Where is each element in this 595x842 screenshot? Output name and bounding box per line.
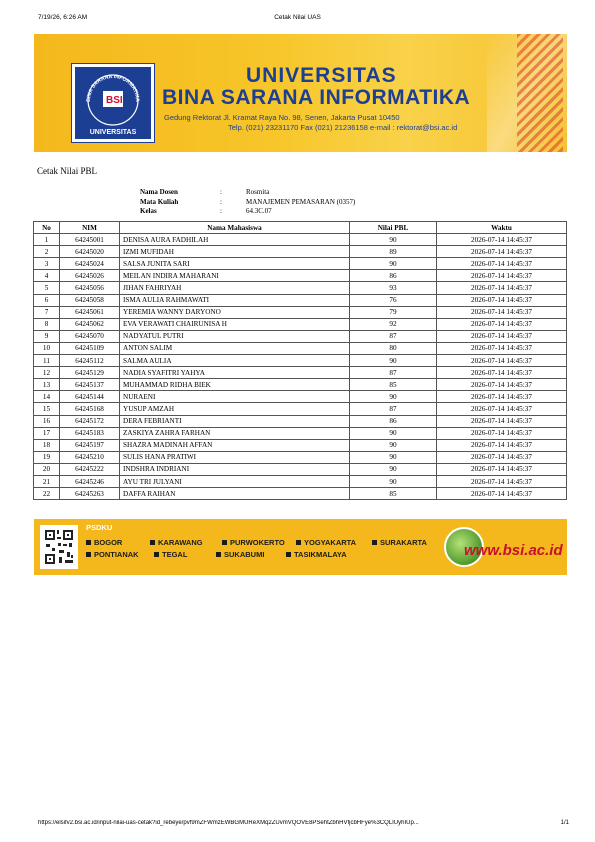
location-label: PONTIANAK — [94, 550, 139, 559]
cell-nilai: 85 — [350, 379, 437, 391]
psdku-label: PSDKU — [86, 523, 113, 532]
cell-no: 18 — [34, 439, 60, 451]
cell-no: 3 — [34, 258, 60, 270]
cell-nama: EVA VERAWATI CHAIRUNISA H — [120, 318, 350, 330]
table-row — [34, 355, 567, 367]
cell-nim: 64245024 — [60, 258, 120, 270]
cell-nilai: 87 — [350, 330, 437, 342]
cell-nilai: 87 — [350, 403, 437, 415]
bullet-icon — [150, 540, 155, 545]
cell-no: 12 — [34, 367, 60, 379]
cell-nim: 64245001 — [60, 234, 120, 246]
cell-waktu: 2026-07-14 14:45:37 — [437, 282, 567, 294]
cell-waktu: 2026-07-14 14:45:37 — [437, 318, 567, 330]
location-label: SURAKARTA — [380, 538, 427, 547]
meta-key: Kelas — [140, 207, 157, 215]
logo-top-text: BINA SARANA INFORMATIKA — [85, 73, 141, 102]
cell-nim: 64245197 — [60, 439, 120, 451]
cell-waktu: 2026-07-14 14:45:37 — [437, 342, 567, 354]
cell-nilai: 90 — [350, 451, 437, 463]
col-header-nim: NIM — [60, 222, 120, 234]
table-row — [34, 439, 567, 451]
meta-value: MANAJEMEN PEMASARAN (0357) — [246, 197, 356, 206]
cell-waktu: 2026-07-14 14:45:37 — [437, 246, 567, 258]
cell-waktu: 2026-07-14 14:45:37 — [437, 488, 567, 500]
location-item — [86, 550, 139, 559]
cell-nim: 64245222 — [60, 463, 120, 475]
qr-code-icon — [40, 525, 78, 569]
cell-waktu: 2026-07-14 14:45:37 — [437, 355, 567, 367]
cell-nim: 64245137 — [60, 379, 120, 391]
col-header-no: No — [34, 222, 60, 234]
table-row — [34, 282, 567, 294]
meta-key: Mata Kuliah — [140, 197, 179, 206]
psdku-banner — [34, 519, 567, 575]
cell-nama: AYU TRI JULYANI — [120, 475, 350, 487]
location-item — [372, 538, 427, 547]
table-row — [34, 415, 567, 427]
cell-waktu: 2026-07-14 14:45:37 — [437, 463, 567, 475]
cell-nim: 64245172 — [60, 415, 120, 427]
print-footer — [0, 820, 595, 832]
cell-nama: DENISA AURA FADHILAH — [120, 234, 350, 246]
cell-nilai: 76 — [350, 294, 437, 306]
cell-waktu: 2026-07-14 14:45:37 — [437, 427, 567, 439]
cell-nama: SALMA AULIA — [120, 355, 350, 367]
cell-no: 9 — [34, 330, 60, 342]
location-item — [216, 550, 264, 559]
cell-nilai: 90 — [350, 258, 437, 270]
table-row — [34, 463, 567, 475]
cell-nilai: 86 — [350, 415, 437, 427]
table-row — [34, 330, 567, 342]
cell-nilai: 90 — [350, 427, 437, 439]
cell-nilai: 93 — [350, 282, 437, 294]
cell-no: 7 — [34, 306, 60, 318]
cell-waktu: 2026-07-14 14:45:37 — [437, 379, 567, 391]
cell-waktu: 2026-07-14 14:45:37 — [437, 367, 567, 379]
logo-emblem-icon — [84, 71, 142, 127]
table-row — [34, 270, 567, 282]
print-title: Cetak Nilai UAS — [274, 14, 321, 21]
page-title: Cetak Nilai PBL — [37, 166, 97, 176]
cell-nilai: 90 — [350, 439, 437, 451]
cell-nama: NURAENI — [120, 391, 350, 403]
meta-sep: : — [220, 207, 222, 215]
cell-nama: ISMA AULIA RAHMAWATI — [120, 294, 350, 306]
cell-nilai: 86 — [350, 270, 437, 282]
table-row — [34, 475, 567, 487]
cell-nilai: 90 — [350, 391, 437, 403]
location-label: TASIKMALAYA — [294, 550, 347, 559]
cell-no: 17 — [34, 427, 60, 439]
cell-nim: 64245144 — [60, 391, 120, 403]
cell-nilai: 80 — [350, 342, 437, 354]
university-banner — [34, 34, 567, 152]
cell-no: 16 — [34, 415, 60, 427]
cell-nim: 64245210 — [60, 451, 120, 463]
print-header — [0, 14, 595, 26]
cell-nama: YEREMIA WANNY DARYONO — [120, 306, 350, 318]
location-label: PURWOKERTO — [230, 538, 285, 547]
meta-sep: : — [220, 197, 222, 206]
col-header-waktu: Waktu — [437, 222, 567, 234]
location-item — [150, 538, 203, 547]
cell-waktu: 2026-07-14 14:45:37 — [437, 475, 567, 487]
bullet-icon — [86, 540, 91, 545]
location-item — [296, 538, 356, 547]
table-row — [34, 427, 567, 439]
cell-nim: 64245109 — [60, 342, 120, 354]
cell-nama: SALSA JUNITA SARI — [120, 258, 350, 270]
university-contact: Telp. (021) 23231170 Fax (021) 21236158 e-mail : rektorat@bsi.ac.id — [228, 123, 458, 132]
svg-text:BSI: BSI — [106, 95, 123, 106]
cell-nama: NADYATUL PUTRI — [120, 330, 350, 342]
cell-waktu: 2026-07-14 14:45:37 — [437, 439, 567, 451]
cell-no: 4 — [34, 270, 60, 282]
col-header-nama: Nama Mahasiswa — [120, 222, 350, 234]
cell-nim: 64245112 — [60, 355, 120, 367]
table-body — [34, 234, 567, 500]
cell-nim: 64245263 — [60, 488, 120, 500]
cell-no: 22 — [34, 488, 60, 500]
cell-nama: ZASKIYA ZAHRA FARHAN — [120, 427, 350, 439]
print-url[interactable]: https://elsifv2.bsi.ac.id/input-nilai-uas-cetak?id_rebeye/pvf9mZFWmzEWBGMUReXMq2ZUvmVQOVE8PSehtZbhHVfjcbHFye%3CQLIUyhIUp... — [38, 820, 419, 826]
table-row — [34, 234, 567, 246]
cell-nama: INDSHRA INDRIANI — [120, 463, 350, 475]
location-item — [154, 550, 187, 559]
cell-no: 10 — [34, 342, 60, 354]
location-label: YOGYAKARTA — [304, 538, 357, 547]
cell-nama: MUHAMMAD RIDHA BIEK — [120, 379, 350, 391]
cell-no: 11 — [34, 355, 60, 367]
cell-nim: 64245183 — [60, 427, 120, 439]
grades-table — [33, 221, 567, 500]
cell-nama: ANTON SALIM — [120, 342, 350, 354]
cell-waktu: 2026-07-14 14:45:37 — [437, 330, 567, 342]
meta-value: 64.3C.07 — [246, 207, 272, 215]
bullet-icon — [296, 540, 301, 545]
cell-waktu: 2026-07-14 14:45:37 — [437, 403, 567, 415]
bullet-icon — [222, 540, 227, 545]
print-page-number: 1/1 — [560, 820, 569, 826]
cell-nilai: 90 — [350, 355, 437, 367]
university-address: Gedung Rektorat Jl. Kramat Raya No. 98, Senen, Jakarta Pusat 10450 — [164, 113, 400, 122]
cell-waktu: 2026-07-14 14:45:37 — [437, 451, 567, 463]
cell-nim: 64245061 — [60, 306, 120, 318]
cell-nim: 64245246 — [60, 475, 120, 487]
cell-nim: 64245070 — [60, 330, 120, 342]
table-row — [34, 306, 567, 318]
cell-nama: JIHAN FAHRIYAH — [120, 282, 350, 294]
bullet-icon — [372, 540, 377, 545]
bullet-icon — [154, 552, 159, 557]
col-header-nilai: Nilai PBL — [350, 222, 437, 234]
cell-waktu: 2026-07-14 14:45:37 — [437, 294, 567, 306]
cell-no: 15 — [34, 403, 60, 415]
meta-sep: : — [220, 188, 222, 196]
cell-nim: 64245058 — [60, 294, 120, 306]
logo-caption: UNIVERSITAS — [89, 129, 137, 136]
cell-nim: 64245129 — [60, 367, 120, 379]
cell-nim: 64245026 — [60, 270, 120, 282]
location-label: TEGAL — [162, 550, 188, 559]
bullet-icon — [286, 552, 291, 557]
table-row — [34, 391, 567, 403]
table-row — [34, 403, 567, 415]
table-row — [34, 258, 567, 270]
cell-waktu: 2026-07-14 14:45:37 — [437, 391, 567, 403]
cell-nilai: 90 — [350, 463, 437, 475]
cell-no: 21 — [34, 475, 60, 487]
cell-nim: 64245062 — [60, 318, 120, 330]
university-name-line2: BINA SARANA INFORMATIKA — [162, 86, 471, 109]
banner-stripes — [517, 34, 563, 152]
cell-nilai: 92 — [350, 318, 437, 330]
university-name-line1: UNIVERSITAS — [246, 64, 397, 87]
cell-nama: NADIA SYAFITRI YAHYA — [120, 367, 350, 379]
location-item — [222, 538, 285, 547]
table-header-row — [34, 222, 567, 234]
cell-waktu: 2026-07-14 14:45:37 — [437, 415, 567, 427]
cell-waktu: 2026-07-14 14:45:37 — [437, 270, 567, 282]
cell-no: 14 — [34, 391, 60, 403]
cell-nama: DAFFA RAIHAN — [120, 488, 350, 500]
table-row — [34, 342, 567, 354]
cell-nama: SULIS HANA PRATIWI — [120, 451, 350, 463]
cell-nilai: 90 — [350, 475, 437, 487]
cell-no: 13 — [34, 379, 60, 391]
location-label: BOGOR — [94, 538, 123, 547]
cell-nama: YUSUP AMZAH — [120, 403, 350, 415]
cell-nama: MEILAN INDIRA MAHARANI — [120, 270, 350, 282]
cell-nilai: 87 — [350, 367, 437, 379]
cell-nama: DERA FEBRIANTI — [120, 415, 350, 427]
cell-no: 1 — [34, 234, 60, 246]
table-row — [34, 294, 567, 306]
website-link[interactable]: www.bsi.ac.id — [464, 542, 563, 559]
cell-nim: 64245056 — [60, 282, 120, 294]
cell-waktu: 2026-07-14 14:45:37 — [437, 234, 567, 246]
cell-no: 2 — [34, 246, 60, 258]
table-row — [34, 451, 567, 463]
table-row — [34, 379, 567, 391]
cell-no: 5 — [34, 282, 60, 294]
cell-no: 19 — [34, 451, 60, 463]
cell-nilai: 89 — [350, 246, 437, 258]
location-item — [86, 538, 122, 547]
meta-value: Rosmita — [246, 188, 270, 196]
cell-nilai: 85 — [350, 488, 437, 500]
cell-nim: 64245020 — [60, 246, 120, 258]
cell-waktu: 2026-07-14 14:45:37 — [437, 258, 567, 270]
cell-nama: IZMI MUFIDAH — [120, 246, 350, 258]
table-row — [34, 488, 567, 500]
meta-key: Nama Dosen — [140, 188, 178, 196]
university-logo — [72, 64, 154, 142]
cell-waktu: 2026-07-14 14:45:37 — [437, 306, 567, 318]
cell-nilai: 90 — [350, 234, 437, 246]
cell-nim: 64245168 — [60, 403, 120, 415]
table-row — [34, 367, 567, 379]
cell-no: 20 — [34, 463, 60, 475]
table-row — [34, 318, 567, 330]
table-row — [34, 246, 567, 258]
cell-no: 6 — [34, 294, 60, 306]
cell-nilai: 79 — [350, 306, 437, 318]
bullet-icon — [86, 552, 91, 557]
location-label: KARAWANG — [158, 538, 203, 547]
cell-nama: SHAZRA MADINAH AFFAN — [120, 439, 350, 451]
location-label: SUKABUMI — [224, 550, 265, 559]
bullet-icon — [216, 552, 221, 557]
cell-no: 8 — [34, 318, 60, 330]
location-item — [286, 550, 347, 559]
print-datetime: 7/19/26, 6:26 AM — [38, 14, 88, 21]
